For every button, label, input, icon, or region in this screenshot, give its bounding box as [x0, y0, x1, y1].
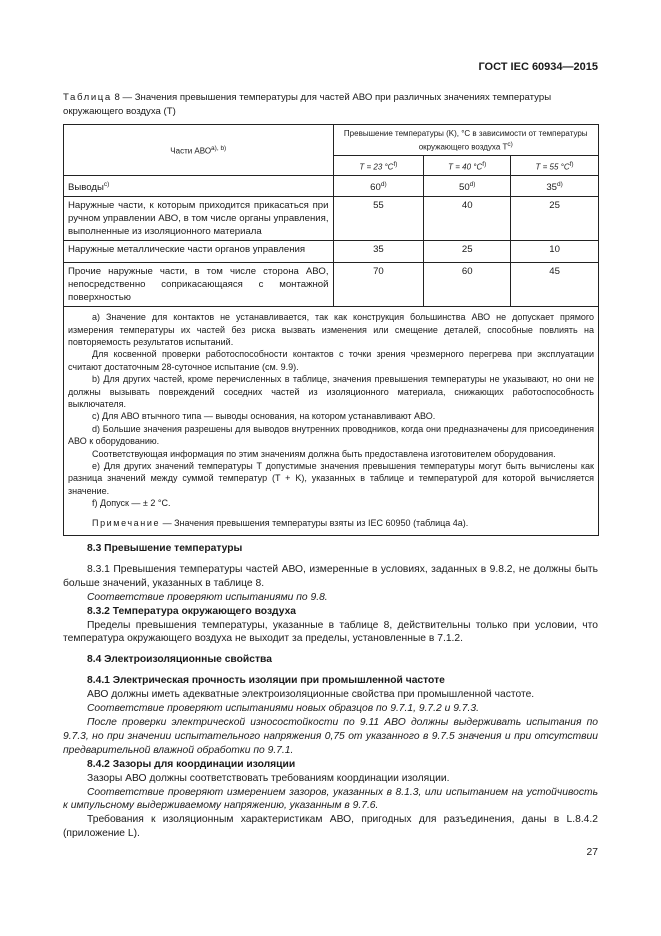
value-cell: 60 — [424, 263, 511, 307]
section-heading: 8.4 Электроизоляционные свойства — [87, 654, 272, 666]
value-cell: 25 — [511, 197, 599, 241]
section-heading: 8.4.2 Зазоры для координации изоляции — [87, 758, 296, 770]
value-cell: 70 — [333, 263, 424, 307]
page-number: 27 — [586, 847, 598, 858]
paragraph: 8.3.1 Превышения температуры частей АВО, измеренные в условиях, заданных в 9.8.2, не должны быть больше значений, указанных в таблице 8. — [63, 563, 598, 589]
part-cell: Выводы$^{c)}$ — [64, 176, 334, 197]
value-cell: 60$^{d)}$ — [333, 176, 424, 197]
part-cell: Наружные части, к которым приходится прикасаться при ручном управлении АВО, в том числе органы управления, выполненные из изоляционного материала — [64, 197, 334, 241]
header-temp-1: T = 40 $^\circ C^{f)}$ — [424, 156, 511, 176]
table-row — [64, 197, 599, 241]
caption-label: Таблица — [63, 92, 112, 103]
value-cell: 55 — [333, 197, 424, 241]
paragraph: Соответствие проверяют испытаниями по 9.8. — [87, 591, 328, 603]
document-header: ГОСТ IEC 60934—2015 — [478, 61, 598, 73]
value-cell: 10 — [511, 241, 599, 263]
footnote: c) Для АВО втычного типа — выводы основания, на котором устанавливают АВО. — [92, 411, 436, 422]
value-cell: 25 — [424, 241, 511, 263]
footnote: b) Для других частей, кроме перечисленных в таблице, значения превышения температуры не указывают, но они не должны вызывать повреждений соседних частей из изоляционного материала, снижающих работоспособность выключателя. — [68, 374, 594, 410]
header-temp-0: T = 23 $^\circ C^{f)}$ — [333, 156, 424, 176]
header-temp-2: T = 55 $^\circ C^{f)}$ — [511, 156, 599, 176]
paragraph: После проверки электрической износостойкости по 9.11 АВО должны выдерживать испытания по 9.7.3, но при значении испытательного напряжения 0,75 от указанного в 9.7.5 значения и при отсутствии предварительной влажной обработки по 9.7.1. — [63, 716, 598, 756]
section-heading: 8.3 Превышение температуры — [87, 543, 243, 554]
paragraph: Требования к изоляционным характеристикам АВО, пригодных для разъединения, даны в L.8.4.2 (приложение L). — [63, 814, 598, 840]
value-cell: 35 — [333, 241, 424, 263]
part-cell: Наружные металлические части органов управления — [64, 241, 334, 263]
footnote: Соответствующая информация по этим значениям должна быть предоставлена изготовителем оборудования. — [92, 448, 556, 459]
section-heading: 8.4.1 Электрическая прочность изоляции при промышленной частоте — [87, 675, 445, 687]
table-row — [64, 241, 599, 263]
footnote: Для косвенной проверки работоспособности контактов с точки зрения чрезмерного перегрева при эксплуатации считают достаточным 28-суточное испытание (см. 9.9). — [68, 349, 594, 372]
footnote: a) Значение для контактов не устанавливается, так как конструкция большинства АВО не допускает прямого измерения температуры их частей без риска вызвать изменения или смещение деталей, способные повлиять на повторяемость результатов испытаний. — [68, 312, 594, 347]
part-cell: Прочие наружные части, в том числе сторона АВО, непосредственно соприкасающаяся с монтажной поверхностью — [64, 263, 334, 307]
footnote: e) Для других значений температуры T допустимые значения превышения температуры могут быть вычислены как разница значений между суммой температур (T + K), указанных в таблице и температурой для которой вычисляется значение. — [68, 461, 594, 496]
paragraph: АВО должны иметь адекватные электроизоляционные свойства при промышленной частоте. — [87, 689, 535, 701]
body-text — [63, 542, 598, 841]
value-cell: 50$^{d)}$ — [424, 176, 511, 197]
footnote: d) Большие значения разрешены для выводов внутренних проводников, когда они предназначены для присоединения АВО к оборудованию. — [68, 423, 594, 447]
caption-text: 8 — Значения превышения температуры для частей АВО при различных значениях температуры окружающего воздуха (T) — [63, 92, 552, 117]
paragraph: Зазоры АВО должны соответствовать требованиям координации изоляции. — [87, 772, 450, 784]
section-heading: 8.3.2 Температура окружающего воздуха — [87, 605, 297, 617]
header-temperature-rise: Превышение температуры (K), °C в зависимости от температуры окружающего воздуха $T^{c)}$ — [333, 125, 599, 156]
temperature-rise-table — [63, 124, 599, 536]
header-parts: Части $АВО^{a), b)}$ — [64, 125, 334, 176]
paragraph: Соответствие проверяют испытаниями новых образцов по 9.7.1, 9.7.2 и 9.7.3. — [87, 703, 479, 715]
table-row — [64, 176, 599, 197]
value-cell: 35$^{d)}$ — [511, 176, 599, 197]
table-row — [64, 263, 599, 307]
table-remark: Примечание — Значения превышения температуры взяты из IEC 60950 (таблица 4а). — [92, 517, 469, 528]
paragraph: Соответствие проверяют измерением зазоров, указанных в 8.1.3, или испытанием на устойчивость к импульсному выдерживаемому напряжению, указанным в 9.7.6. — [63, 786, 598, 812]
table-footnotes — [64, 307, 599, 536]
value-cell: 45 — [511, 263, 599, 307]
table-caption — [63, 91, 598, 119]
value-cell: 40 — [424, 197, 511, 241]
paragraph: Пределы превышения температуры, указанные в таблице 8, действительны только при условии, что температура окружающего воздуха не выходит за пределы, установленные в 7.1.2. — [63, 619, 598, 645]
footnote: f) Допуск — ± 2 °C. — [92, 498, 171, 509]
